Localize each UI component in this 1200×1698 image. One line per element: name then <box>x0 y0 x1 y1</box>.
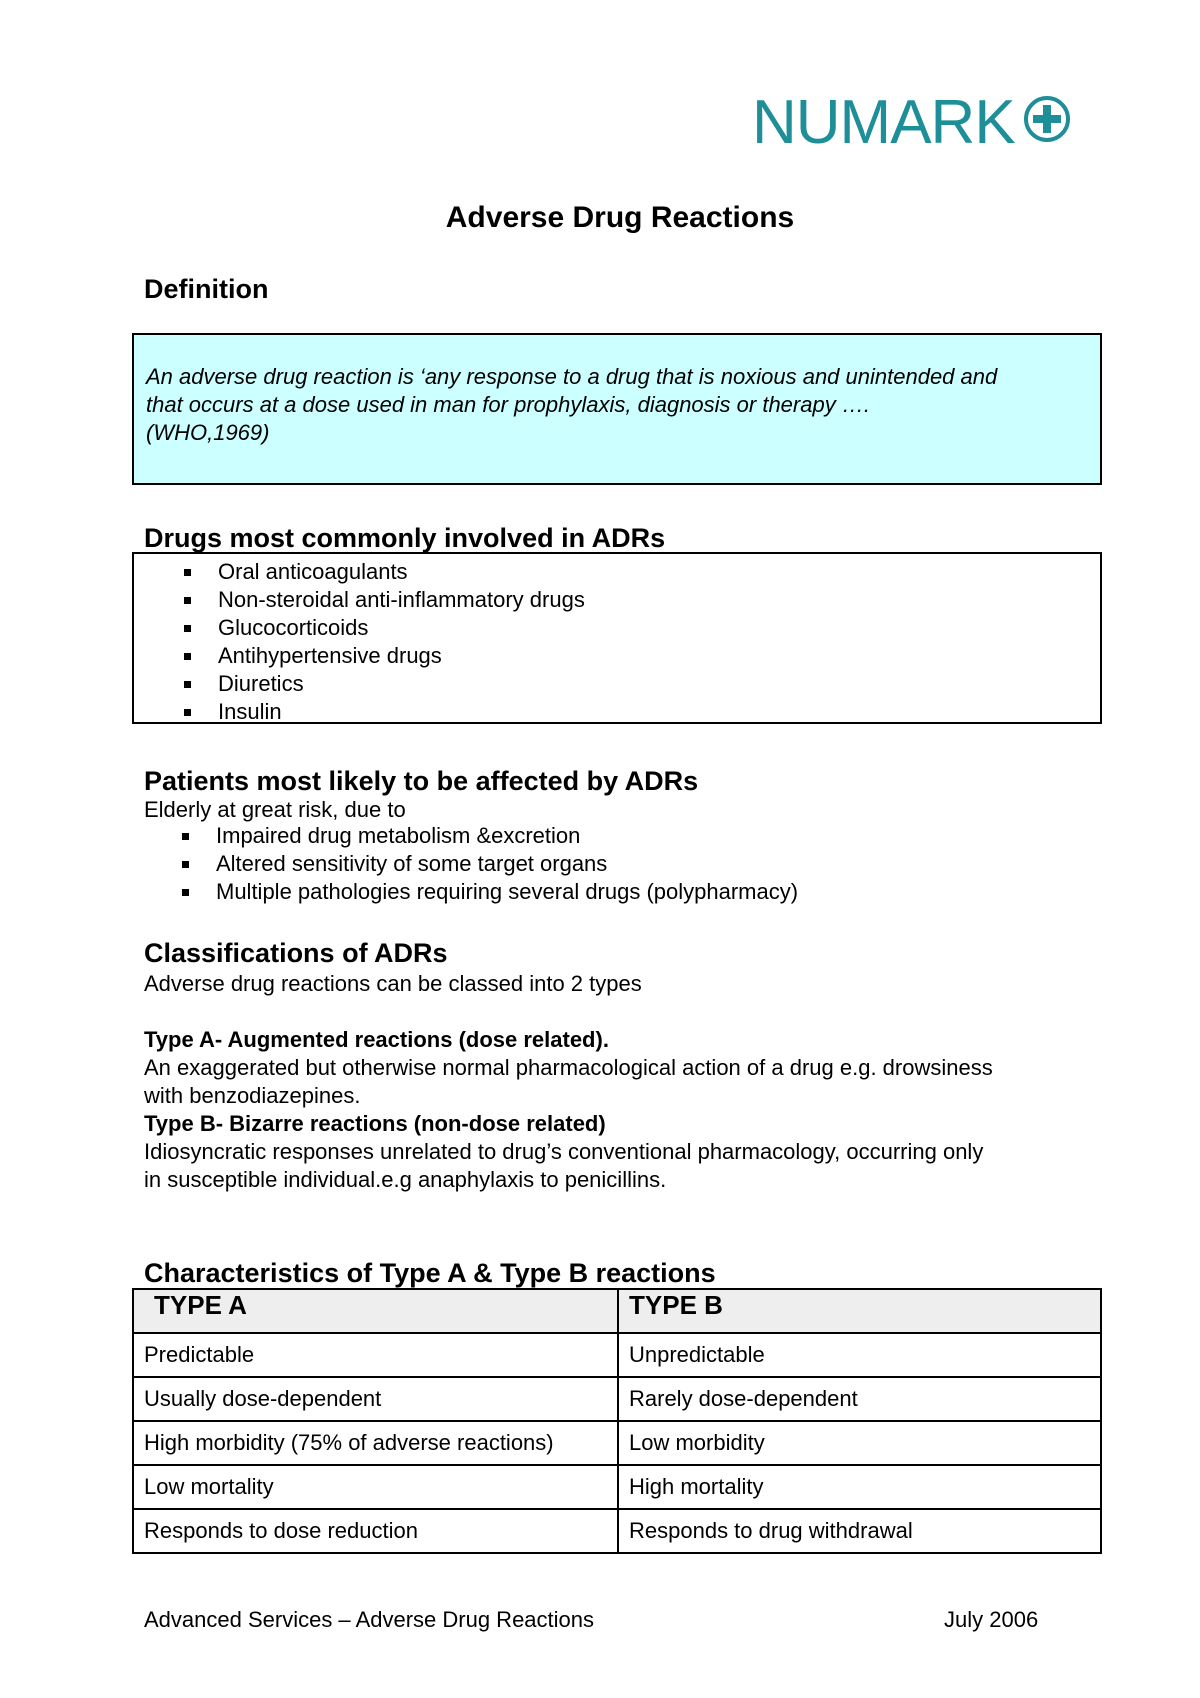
characteristics-heading: Characteristics of Type A & Type B reactions <box>144 1258 716 1288</box>
table-cell: High mortality <box>618 1465 1101 1509</box>
table-row <box>133 1333 1101 1377</box>
drugs-heading: Drugs most commonly involved in ADRs <box>144 523 666 553</box>
classifications-heading: Classifications of ADRs <box>144 938 448 968</box>
drugs-list <box>134 558 585 726</box>
table-header-row <box>133 1289 1101 1333</box>
table-cell: Low morbidity <box>618 1421 1101 1465</box>
type-a-line-1: An exaggerated but otherwise normal pharmacological action of a drug e.g. drowsiness <box>144 1055 993 1080</box>
footer-left: Advanced Services – Adverse Drug Reactions <box>144 1607 595 1632</box>
classifications-intro: Adverse drug reactions can be classed into 2 types <box>144 971 642 996</box>
table-cell: Responds to dose reduction <box>133 1509 618 1553</box>
plus-cross-icon <box>1024 96 1070 142</box>
footer-date: July 2006 <box>944 1607 1039 1632</box>
list-item: Altered sensitivity of some target organs <box>132 850 798 878</box>
table-cell: Rarely dose-dependent <box>618 1377 1101 1421</box>
table-row <box>133 1377 1101 1421</box>
definition-line-2: that occurs at a dose used in man for prophylaxis, diagnosis or therapy …. <box>146 392 870 417</box>
table-row <box>133 1509 1101 1553</box>
list-item: Glucocorticoids <box>134 614 585 642</box>
page-title: Adverse Drug Reactions <box>445 201 795 234</box>
list-item: Diuretics <box>134 670 585 698</box>
patients-list-wrap <box>132 822 798 906</box>
column-header-type-b: TYPE B <box>618 1289 1101 1333</box>
table-row <box>133 1421 1101 1465</box>
type-a-heading: Type A- Augmented reactions (dose related). <box>144 1027 609 1052</box>
list-item: Non-steroidal anti-inflammatory drugs <box>134 586 585 614</box>
patients-list <box>132 822 798 906</box>
numark-logo <box>752 88 1082 158</box>
definition-line-1: An adverse drug reaction is ‘any response to a drug that is noxious and unintended and <box>146 364 998 389</box>
list-item: Insulin <box>134 698 585 726</box>
table-cell: Responds to drug withdrawal <box>618 1509 1101 1553</box>
list-item: Multiple pathologies requiring several drugs (polypharmacy) <box>132 878 798 906</box>
characteristics-table <box>132 1288 1102 1554</box>
patients-intro: Elderly at great risk, due to <box>144 797 406 822</box>
list-item: Antihypertensive drugs <box>134 642 585 670</box>
type-a-line-2: with benzodiazepines. <box>144 1083 361 1108</box>
definition-line-3: (WHO,1969) <box>146 420 270 445</box>
table-cell: Usually dose-dependent <box>133 1377 618 1421</box>
table-cell: Unpredictable <box>618 1333 1101 1377</box>
type-b-line-2: in susceptible individual.e.g anaphylaxis to penicillins. <box>144 1167 667 1192</box>
table-cell: Predictable <box>133 1333 618 1377</box>
type-b-line-1: Idiosyncratic responses unrelated to drug’s conventional pharmacology, occurring only <box>144 1139 984 1164</box>
table-row <box>133 1465 1101 1509</box>
table-cell: High morbidity (75% of adverse reactions) <box>133 1421 618 1465</box>
table-cell: Low mortality <box>133 1465 618 1509</box>
list-item: Oral anticoagulants <box>134 558 585 586</box>
definition-quote <box>146 363 1096 447</box>
logo-text: NUMARK <box>752 88 1015 157</box>
column-header-type-a: TYPE A <box>133 1289 618 1333</box>
list-item: Impaired drug metabolism &excretion <box>132 822 798 850</box>
definition-box <box>132 333 1102 485</box>
drugs-list-box <box>132 552 1102 724</box>
definition-heading: Definition <box>144 274 269 304</box>
type-b-heading: Type B- Bizarre reactions (non-dose related) <box>144 1111 606 1136</box>
patients-heading: Patients most likely to be affected by ADRs <box>144 766 699 796</box>
